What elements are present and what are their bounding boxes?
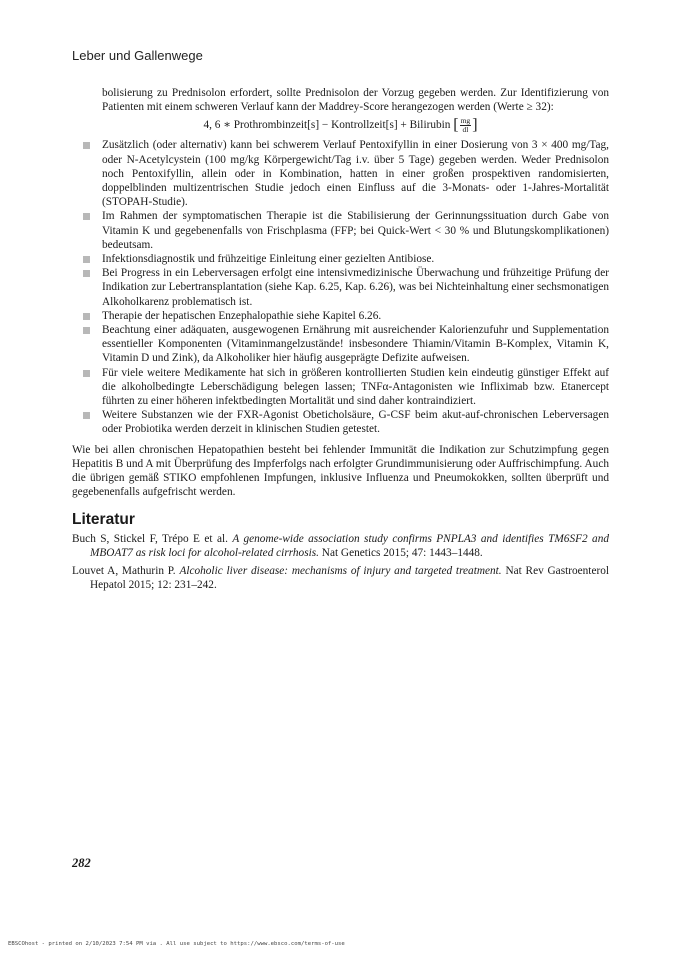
list-item xyxy=(72,266,609,309)
list-item xyxy=(72,138,609,209)
formula-text: 4, 6 ∗ Prothrombinzeit[s] − Kontrollzeit[s] + Bilirubin xyxy=(203,119,451,132)
bullet-square-icon xyxy=(83,270,90,277)
intro-paragraph: bolisierung zu Prednisolon erfordert, sollte Prednisolon der Vorzug gegeben werden. Zur Identifizierung von Patienten mit einem schweren Verlauf kann der Maddrey-Score herangezogen werden (Werte ≥ 32): xyxy=(102,87,609,114)
list-item-text: Infektionsdiagnostik und frühzeitige Einleitung einer gezielten Antibiose. xyxy=(102,253,435,266)
page-body xyxy=(72,86,609,597)
maddrey-formula xyxy=(72,117,609,134)
bullet-square-icon xyxy=(83,313,90,320)
reference-source: Nat Rev Gastroenterol Hepatol 2015; 12: 231–242. xyxy=(90,565,610,592)
running-header: Leber und Gallenwege xyxy=(72,48,203,63)
reference-authors: Louvet A, Mathurin P. xyxy=(72,565,176,578)
reference-authors: Buch S, Stickel F, Trépo E et al. xyxy=(72,532,228,545)
list-item xyxy=(72,209,609,252)
list-item xyxy=(72,408,609,436)
list-item-text: Bei Progress in ein Leberversagen erfolgt eine intensivmedizinische Überwachung und frühzeitige Prüfung der Indikation zur Lebertransplantation (siehe Kap. 6.25, Kap. 6.26), was bei Nichteinhaltung einer sechsmonatigen Alkoholkarenz problematisch ist. xyxy=(102,267,609,308)
list-item xyxy=(72,366,609,409)
list-item-text: Beachtung einer adäquaten, ausgewogenen Ernährung mit ausreichender Kalorienzufuhr und Supplementation essentieller Komponenten (Vitaminmangelzustände! insbesondere Thiamin/Vitamin B-Komplex, Vitamin K, Vitamin D und Zink), da Alkoholiker hier häufig ausgeprägte Defizite aufweisen. xyxy=(102,324,609,365)
bullet-square-icon xyxy=(83,213,90,220)
formula-bracket-close: ] xyxy=(472,116,478,134)
list-item xyxy=(72,309,609,323)
list-item-text: Für viele weitere Medikamente hat sich in größeren kontrollierten Studien kein eindeutig günstiger Effekt auf die alkoholbedingte Leberschädigung belegen lassen; TNFα-Antagonisten wie Infliximab bzw. Etanercept führten zu einer höheren infektbedingten Mortalität und sind daher kontraindiziert. xyxy=(102,366,609,408)
list-item-text: Therapie der hepatischen Enzephalopathie siehe Kapitel 6.26. xyxy=(102,309,382,322)
list-item xyxy=(72,252,609,266)
bullet-square-icon xyxy=(83,142,90,149)
reference-title: Alcoholic liver disease: mechanisms of injury and targeted treatment. xyxy=(179,565,502,578)
bullet-square-icon xyxy=(83,412,90,419)
formula-bracket-open: [ xyxy=(453,116,459,134)
reference-title: A genome-wide association study confirms PNPLA3 and identifies TM6SF2 and MBOAT7 as risk loci for alcohol-related cirrhosis. xyxy=(90,532,610,559)
vaccination-paragraph: Wie bei allen chronischen Hepatopathien besteht bei fehlender Immunität die Indikation zur Schutzimpfung gegen Hepatitis B und A mit Überprüfung des Impferfolgs nach erfolgter Grundimmunisierung oder Auffrischimpfung. Auch die übrigen gemäß STIKO empfohlenen Impfungen, inklusive Influenza und Pneumokokken, sollten überprüft und gegebenenfalls aufgefrischt werden. xyxy=(72,443,609,499)
therapy-bullet-list xyxy=(72,138,609,436)
reference-item xyxy=(72,532,609,560)
reference-item xyxy=(72,564,609,592)
list-item-text: Zusätzlich (oder alternativ) kann bei schwerem Verlauf Pentoxifyllin in einer Dosierung von 3 × 400 mg/Tag, oder N-Acetylcystein (100 mg/kg Körpergewicht/Tag i.v. über 5 Tage) gegeben werden. Weder Prednisolon noch Pentoxifyllin, allein oder in Kombination, hatten in einer großen prospektiven randomisierten, doppelblinden multizentrischen Studie jedoch einen Einfluss auf die 3-Monats- oder 1-Jahres-Mortalität (STOPAH-Studie). xyxy=(102,139,609,209)
print-footer: EBSCOhost - printed on 2/10/2023 7:54 PM via . All use subject to https://www.ebsco.com/terms-of-use xyxy=(8,941,345,947)
literature-heading: Literatur xyxy=(72,511,135,529)
formula-unit-denominator: dl xyxy=(462,125,469,135)
list-item xyxy=(72,323,609,366)
formula-unit-numerator: mg xyxy=(460,116,471,126)
bullet-square-icon xyxy=(83,370,90,377)
formula-unit xyxy=(460,117,472,134)
page-number: 282 xyxy=(72,856,91,870)
list-item-text: Im Rahmen der symptomatischen Therapie ist die Stabilisierung der Gerinnungssituation durch Gabe von Vitamin K und gegebenenfalls von Frischplasma (FFP; bei Quick-Wert < 30 % und Blutungskomplikationen) bedeutsam. xyxy=(102,210,609,251)
bullet-square-icon xyxy=(83,327,90,334)
bullet-square-icon xyxy=(83,256,90,263)
reference-source: Nat Genetics 2015; 47: 1443–1448. xyxy=(321,546,483,559)
list-item-text: Weitere Substanzen wie der FXR-Agonist Obeticholsäure, G-CSF beim akut-auf-chronischen Leberversagen oder Probiotika werden derzeit in klinischen Studien getestet. xyxy=(102,409,609,436)
